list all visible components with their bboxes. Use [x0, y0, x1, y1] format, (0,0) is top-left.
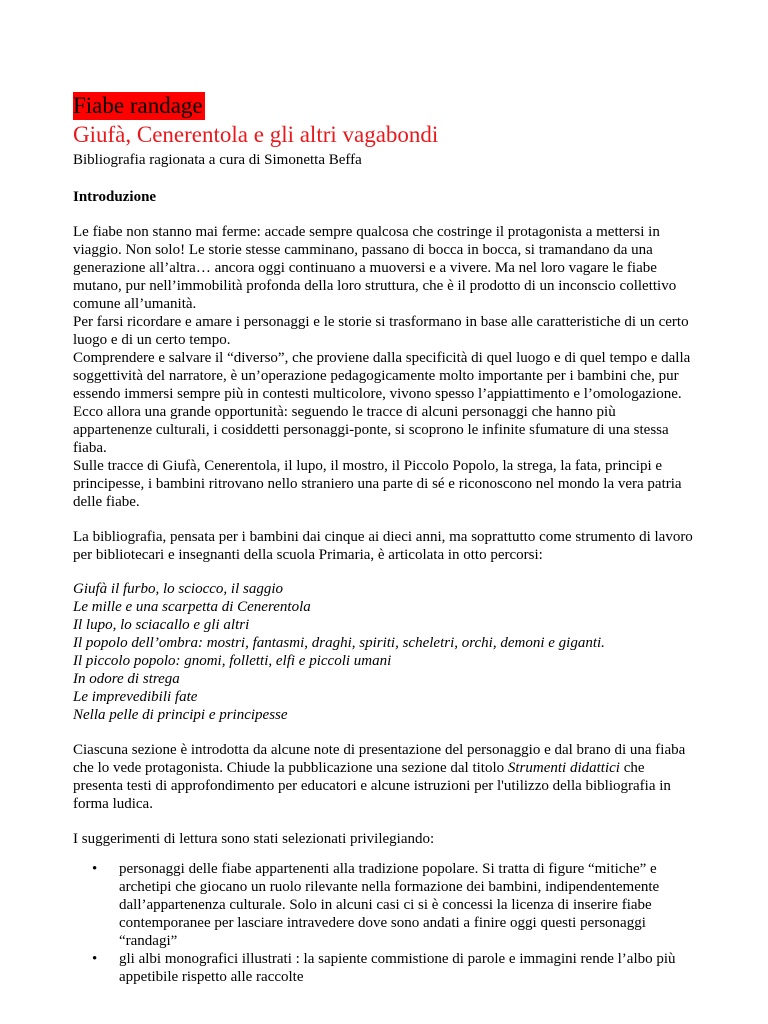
section-item: Il popolo dell’ombra: mostri, fantasmi, draghi, spiriti, scheletri, orchi, demoni e giganti. — [73, 635, 605, 651]
page-title: Giufà, Cenerentola e gli altri vagabondi — [73, 122, 439, 147]
sections-list — [73, 580, 693, 724]
list-item-text: personaggi delle fiabe appartenenti alla tradizione popolare. Si tratta di figure “mitiche” e archetipi che giocano un ruolo rilevante nella formazione dei bambini, indipendentemente dall’appartenenza culturale. Solo in alcuni casi ci si è concessi la licenza di inserire fiabe contemporanee per lasciare intravedere dove sono andati a finire oggi questi personaggi “randagi” — [119, 861, 660, 949]
list-item — [73, 950, 693, 986]
closing-text-after: che presenta testi di approfondimento per educatori e alcune istruzioni per l'utilizzo della bibliografia in forma ludica. — [73, 760, 671, 812]
section-item: Giufà il furbo, lo sciocco, il saggio — [73, 581, 283, 597]
section-item: In odore di strega — [73, 671, 180, 687]
section-item: Le mille e una scarpetta di Cenerentola — [73, 599, 311, 615]
closing-paragraph — [73, 741, 693, 813]
suggestions-intro: I suggerimenti di lettura sono stati selezionati privilegiando: — [73, 831, 435, 847]
closing-text-before: Ciascuna sezione è introdotta da alcune note di presentazione del personaggio e dal brano di una fiaba che lo vede protagonista. Chiude la pubblicazione una sezione dal titolo — [73, 742, 686, 776]
section-heading-introduzione: Introduzione — [73, 189, 157, 205]
bibliography-paragraph: La bibliografia, pensata per i bambini dai cinque ai dieci anni, ma soprattutto come strumento di lavoro per bibliotecari e insegnanti della scuola Primaria, è articolata in otto percorsi: — [73, 529, 693, 563]
intro-paragraph: Sulle tracce di Giufà, Cenerentola, il lupo, il mostro, il Piccolo Popolo, la strega, la fata, principi e principesse, i bambini ritrovano nello straniero una parte di sé e riconoscono nel mondo la vera patria delle fiabe. — [73, 458, 682, 510]
section-item: Il lupo, lo sciacallo e gli altri — [73, 617, 250, 633]
bullet-icon: • — [92, 951, 98, 967]
intro-paragraph: Per farsi ricordare e amare i personaggi e le storie si trasformano in base alle caratteristiche di un certo luogo e di un certo tempo. — [73, 314, 689, 348]
subtitle: Bibliografia ragionata a cura di Simonetta Beffa — [73, 152, 362, 168]
list-item — [73, 860, 693, 950]
intro-text — [73, 223, 693, 511]
bullet-icon: • — [92, 861, 98, 877]
intro-paragraph: Le fiabe non stanno mai ferme: accade sempre qualcosa che costringe il protagonista a mettersi in viaggio. Non solo! Le storie stesse camminano, passano di bocca in bocca, si tramandano da una generazione all’altra… ancora oggi continuano a muoversi e a vivere. Ma nel loro vagare le fiabe mutano, pur nell’immobilità profonda della loro struttura, che è il prodotto di un inconscio collettivo comune all’umanità. — [73, 224, 677, 312]
highlighted-title: Fiabe randage — [73, 93, 203, 118]
section-item: Nella pelle di principi e principesse — [73, 707, 288, 723]
intro-paragraph: Ecco allora una grande opportunità: seguendo le tracce di alcuni personaggi che hanno più appartenenze culturali, i cosiddetti personaggi-ponte, si scoprono le infinite sfumature di una stessa fiaba. — [73, 404, 669, 456]
list-item-text: gli albi monografici illustrati : la sapiente commistione di parole e immagini rende l’albo più appetibile rispetto alle raccolte — [119, 951, 676, 985]
section-item: Il piccolo popolo: gnomi, folletti, elfi e piccoli umani — [73, 653, 392, 669]
intro-paragraph: Comprendere e salvare il “diverso”, che proviene dalla specificità di quel luogo e di quel tempo e dalla soggettività del narratore, è un’operazione pedagogicamente molto importante per i bambini che, pur essendo immersi sempre più in contesti multicolore, vivono spesso l’appiattimento e l’omologazione. — [73, 350, 691, 402]
suggestions-list — [73, 860, 693, 986]
strumenti-didattici-title: Strumenti didattici — [507, 760, 620, 776]
document-page — [73, 92, 693, 986]
section-item: Le imprevedibili fate — [73, 689, 198, 705]
